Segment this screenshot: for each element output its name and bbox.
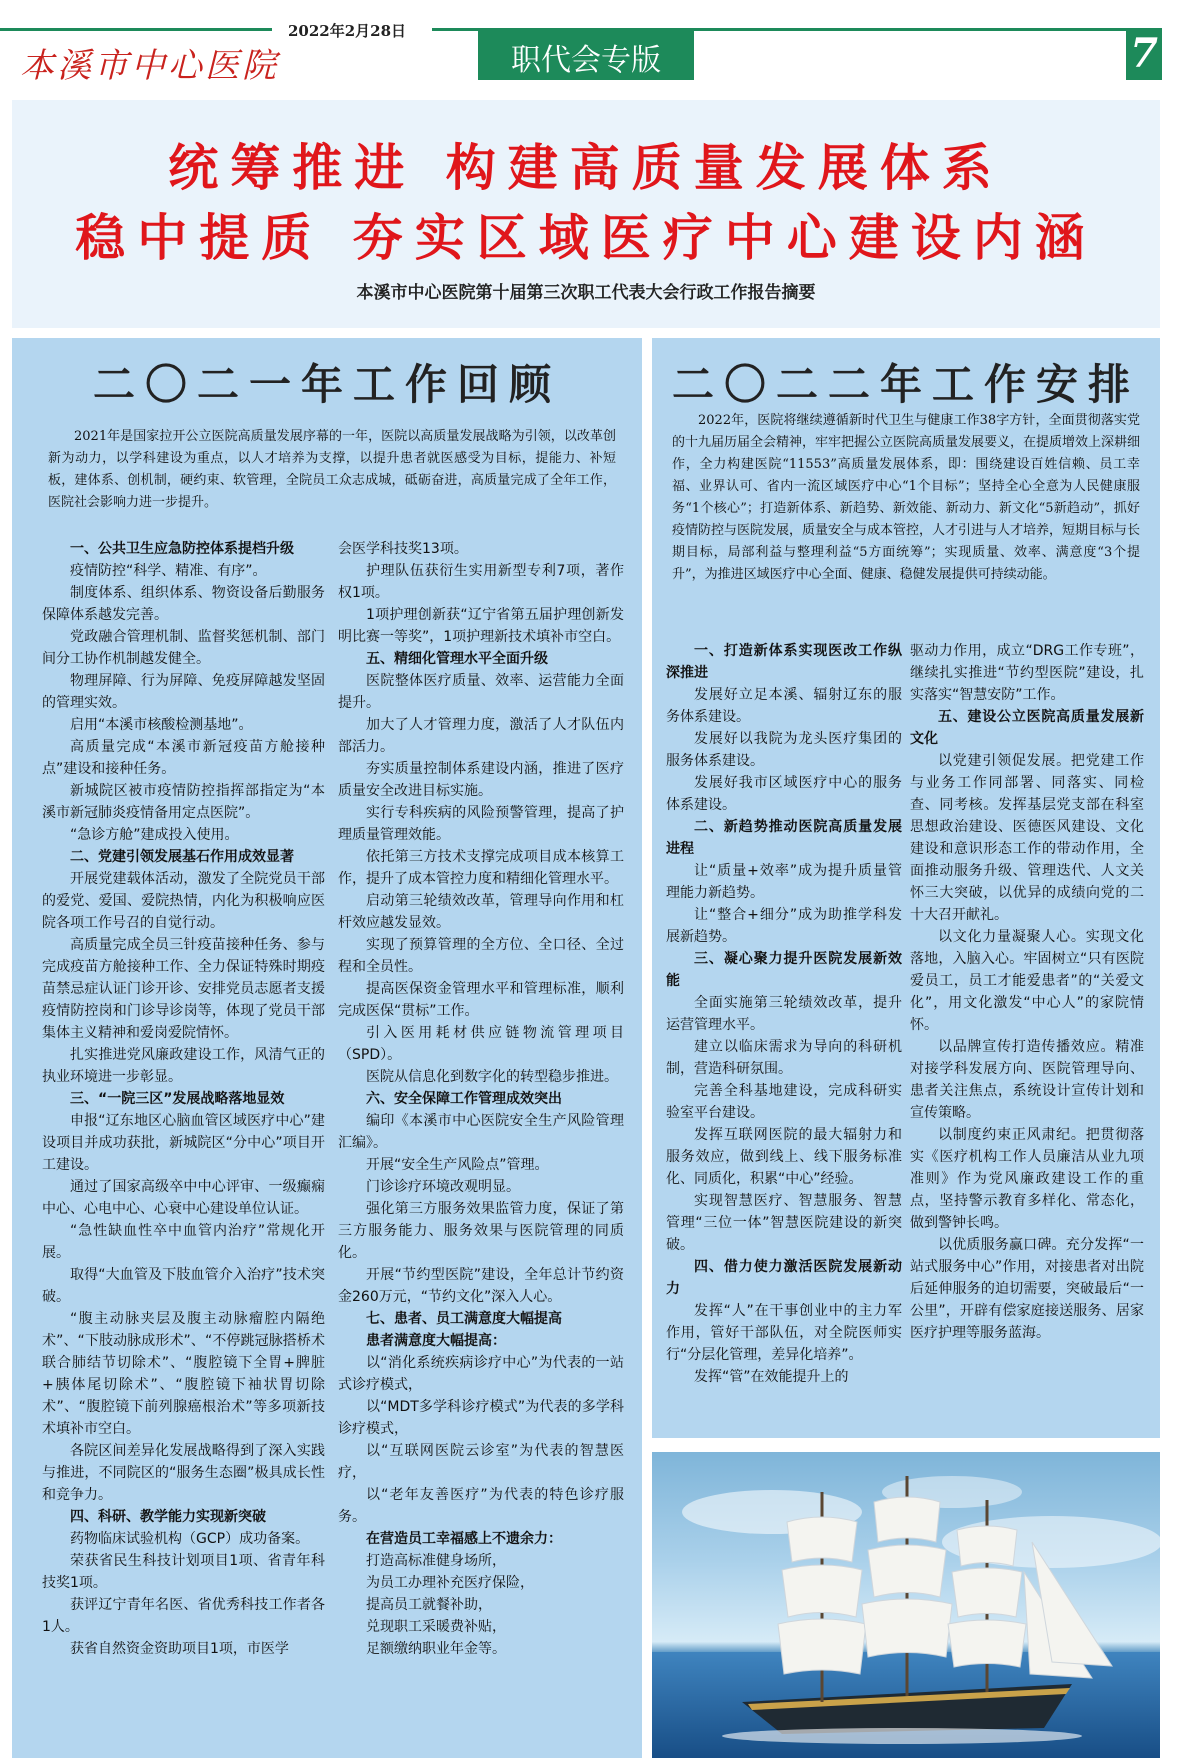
body-paragraph: 开展“安全生产风险点”管理。 [366, 1157, 549, 1173]
body-paragraph: 依托第三方技术支撑完成项目成本核算工作，提升了成本管控力度和精细化管理水平。 [338, 849, 624, 887]
body-paragraph: 党政融合管理机制、监督奖惩机制、部门间分工协作机制越发健全。 [42, 629, 325, 667]
sailing-ship-icon [652, 1452, 1160, 1758]
headline-subtitle: 本溪市中心医院第十届第三次职工代表大会行政工作报告摘要 [356, 283, 816, 303]
body-paragraph: 提高员工就餐补助， [366, 1597, 492, 1613]
section-heading: 二、党建引领发展基石作用成效显著 [70, 849, 294, 865]
body-paragraph: 加大了人才管理力度，激活了人才队伍内部活力。 [338, 717, 624, 755]
body-paragraph: 通过了国家高级卒中中心评审、一级癫痫中心、心电中心、心衰中心建设单位认证。 [42, 1179, 325, 1217]
sailing-ship-photo [652, 1452, 1160, 1758]
section-title: 职代会专版 [511, 43, 661, 78]
section-heading: 四、借力使力激活医院发展新动力 [666, 1259, 902, 1297]
body-paragraph: 申报“辽东地区心脑血管区域医疗中心”建设项目并成功获批，新城院区“分中心”项目开工建设。 [42, 1113, 325, 1173]
body-paragraph: 开展党建载体活动，激发了全院党员干部的爱党、爱国、爱院热情，内化为积极响应医院各项工作号召的自觉行动。 [42, 871, 325, 931]
body-paragraph: 为员工办理补充医疗保险， [366, 1575, 534, 1591]
body-paragraph: 制度体系、组织体系、物资设备后勤服务保障体系越发完善。 [42, 585, 325, 623]
section-heading: 五、精细化管理水平全面升级 [366, 651, 548, 667]
body-paragraph: 启用“本溪市核酸检测基地”。 [70, 717, 253, 733]
section-heading: 六、安全保障工作管理成效突出 [366, 1091, 562, 1107]
body-paragraph: 以党建引领促发展。把党建工作与业务工作同部署、同落实、同检查、同考核。发挥基层党支部在科室思想政治建设、医德医风建设、文化建设和意识形态工作的带动作用，全面推动服务升级、管理迭代、人文关怀三大突破，以优异的成绩向党的二十大召开献礼。 [910, 753, 1144, 923]
body-paragraph: 实现智慧医疗、智慧服务、智慧管理“三位一体”智慧医院建设的新突破。 [666, 1193, 902, 1253]
plan-2022-intro [672, 410, 1140, 586]
body-paragraph: 开展“节约型医院”建设，全年总计节约资金260万元，“节约文化”深入人心。 [338, 1267, 624, 1305]
body-paragraph: 编印《本溪市中心医院安全生产风险管理汇编》。 [338, 1113, 624, 1151]
body-paragraph: 以“老年友善医疗”为代表的特色诊疗服务。 [338, 1487, 624, 1525]
body-paragraph: 发挥互联网医院的最大辐射力和服务效应，做到线上、线下服务标准化、同质化，积累“中心”经验。 [666, 1127, 902, 1187]
body-paragraph: 打造高标准健身场所， [366, 1553, 506, 1569]
body-paragraph: 以文化力量凝聚人心。实现文化落地，入脑入心。牢固树立“只有医院爱员工，员工才能爱患者”的“关爱文化”，用文化激发“中心人”的家院情怀。 [910, 929, 1144, 1033]
section-heading: 七、患者、员工满意度大幅提高 [366, 1311, 562, 1327]
headline-block [12, 100, 1160, 328]
intro-paragraph: 2021年是国家拉开公立医院高质量发展序幕的一年，医院以高质量发展战略为引领，以改革创新为动力，以学科建设为重点，以人才培养为支撑，以提升患者就医感受为目标，提能力、补短板，建体系、创机制，硬约束、软管理，全院员工众志成城，砥砺奋进，高质量完成了全年工作，医院社会影响力进一步提升。 [48, 429, 616, 510]
body-paragraph: 取得“大血管及下肢血管介入治疗”技术突破。 [42, 1267, 325, 1305]
body-paragraph: 医院整体医疗质量、效率、运营能力全面提升。 [338, 673, 624, 711]
body-paragraph: “急性缺血性卒中血管内治疗”常规化开展。 [42, 1223, 325, 1261]
body-paragraph: 启动第三轮绩效改革，管理导向作用和杠杆效应越发显效。 [338, 893, 624, 931]
body-paragraph: 让“质量+效率”成为提升质量管理能力新趋势。 [666, 863, 902, 901]
body-paragraph: 高质量完成全员三针疫苗接种任务、参与完成疫苗方舱接种工作、全力保证特殊时期疫苗禁忌症认证门诊开诊、安排党员志愿者支援疫情防控岗和门诊导诊岗等，体现了党员干部集体主义精神和爱岗爱院情怀。 [42, 937, 325, 1041]
body-paragraph: 疫情防控“科学、精准、有序”。 [70, 563, 267, 579]
plan-column-2 [910, 640, 1144, 1344]
body-paragraph: 会医学科技奖13项。 [338, 541, 468, 557]
hospital-logo: 本溪市中心医院 [20, 46, 279, 86]
section-heading: 四、科研、教学能力实现新突破 [70, 1509, 266, 1525]
body-paragraph: 强化第三方服务效果监管力度，保证了第三方服务能力、服务效果与医院管理的同质化。 [338, 1201, 624, 1261]
body-paragraph: 获省自然资金资助项目1项，市医学 [70, 1641, 289, 1657]
section-heading: 在营造员工幸福感上不遗余力： [366, 1531, 562, 1547]
body-paragraph: 荣获省民生科技计划项目1项、省青年科技奖1项。 [42, 1553, 325, 1591]
body-paragraph: 发挥“管”在效能提升上的 [694, 1369, 849, 1385]
body-paragraph: 扎实推进党风廉政建设工作，风清气正的执业环境进一步彰显。 [42, 1047, 325, 1085]
body-paragraph: 以品牌宣传打造传播效应。精准对接学科发展方向、医院管理导向、患者关注焦点，系统设计宣传计划和宣传策略。 [910, 1039, 1144, 1121]
body-paragraph: 发挥“人”在干事创业中的主力军作用，管好干部队伍，对全院医师实行“分层化管理，差异化培养”。 [666, 1303, 902, 1363]
body-paragraph: 发展好立足本溪、辐射辽东的服务体系建设。 [666, 687, 902, 725]
review-2021-intro [48, 426, 616, 514]
body-paragraph: 以“消化系统疾病诊疗中心”为代表的一站式诊疗模式， [338, 1355, 624, 1393]
review-column-2 [338, 538, 624, 1660]
section-heading: 二、新趋势推动医院高质量发展进程 [666, 819, 902, 857]
section-heading: 一、打造新体系实现医改工作纵深推进 [666, 643, 902, 681]
section-band [478, 28, 694, 80]
issue-date: 2022年2月28日 [288, 22, 407, 40]
headline-line-2: 稳中提质 夯实区域医疗中心建设内涵 [75, 208, 1097, 267]
page-number: 7 [1126, 28, 1162, 80]
review-2021-panel [12, 338, 642, 1758]
body-paragraph: 高质量完成“本溪市新冠疫苗方舱接种点”建设和接种任务。 [42, 739, 325, 777]
body-paragraph: 门诊诊疗环境改观明显。 [366, 1179, 520, 1195]
body-paragraph: 兑现职工采暖费补贴， [366, 1619, 506, 1635]
review-2021-heading: 二〇二一年工作回顾 [92, 360, 561, 409]
body-paragraph: 全面实施第三轮绩效改革，提升运营管理水平。 [666, 995, 902, 1033]
section-heading: 三、凝心聚力提升医院发展新效能 [666, 951, 902, 989]
review-column-1 [42, 538, 325, 1660]
body-paragraph: 获评辽宁青年名医、省优秀科技工作者各1人。 [42, 1597, 325, 1635]
masthead-rule-left [0, 28, 272, 31]
body-paragraph: 引入医用耗材供应链物流管理项目（SPD）。 [338, 1025, 624, 1063]
body-paragraph: 实现了预算管理的全方位、全口径、全过程和全员性。 [338, 937, 624, 975]
section-heading: 三、“一院三区”发展战略落地显效 [70, 1091, 285, 1107]
body-paragraph: 护理队伍获衍生实用新型专利7项，著作权1项。 [338, 563, 624, 601]
body-paragraph: 以“互联网医院云诊室”为代表的智慧医疗， [338, 1443, 624, 1481]
headline-line-1: 统筹推进 构建高质量发展体系 [168, 138, 1004, 197]
body-paragraph: 发展好以我院为龙头医疗集团的服务体系建设。 [666, 731, 902, 769]
body-paragraph: “腹主动脉夹层及腹主动脉瘤腔内隔绝术”、“下肢动脉成形术”、“不停跳冠脉搭桥术联合肺结节切除术”、“腹腔镜下全胃+脾脏+胰体尾切除术”、“腹腔镜下袖状胃切除术”、“腹腔镜下前列腺癌根治术”等多项新技术填补市空白。 [42, 1311, 325, 1437]
section-heading: 患者满意度大幅提高： [366, 1333, 506, 1349]
body-paragraph: 以优质服务赢口碑。充分发挥“一站式服务中心”作用，对接患者对出院后延伸服务的迫切需要，突破最后“一公里”，开辟有偿家庭接送服务、居家医疗护理等服务蓝海。 [910, 1237, 1144, 1341]
body-paragraph: 完善全科基地建设，完成科研实验室平台建设。 [666, 1083, 902, 1121]
body-paragraph: 物理屏障、行为屏障、免疫屏障越发坚固的管理实效。 [42, 673, 325, 711]
plan-2022-heading: 二〇二二年工作安排 [671, 360, 1140, 409]
body-paragraph: 驱动力作用，成立“DRG工作专班”，继续扎实推进“节约型医院”建设，扎实落实“智慧安防”工作。 [910, 643, 1144, 703]
body-paragraph: 发展好我市区域医疗中心的服务体系建设。 [666, 775, 902, 813]
section-heading: 五、建设公立医院高质量发展新文化 [910, 709, 1144, 747]
section-heading: 一、公共卫生应急防控体系提档升级 [70, 541, 294, 557]
body-paragraph: 以制度约束正风肃纪。把贯彻落实《医疗机构工作人员廉洁从业九项准则》作为党风廉政建设工作的重点，坚持警示教育多样化、常态化，做到警钟长鸣。 [910, 1127, 1144, 1231]
body-paragraph: 建立以临床需求为导向的科研机制，营造科研氛围。 [666, 1039, 902, 1077]
body-paragraph: 让“整合+细分”成为助推学科发展新趋势。 [666, 907, 902, 945]
body-paragraph: 以“MDT多学科诊疗模式”为代表的多学科诊疗模式， [338, 1399, 624, 1437]
body-paragraph: 药物临床试验机构（GCP）成功备案。 [70, 1531, 310, 1547]
body-paragraph: 各院区间差异化发展战略得到了深入实践与推进，不同院区的“服务生态圈”极具成长性和竞争力。 [42, 1443, 325, 1503]
plan-2022-panel [652, 338, 1160, 1438]
body-paragraph: 提高医保资金管理水平和管理标准，顺利完成医保“贯标”工作。 [338, 981, 624, 1019]
masthead [0, 0, 1200, 96]
plan-column-1 [666, 640, 902, 1388]
body-paragraph: 1项护理创新获“辽宁省第五届护理创新发明比赛一等奖”，1项护理新技术填补市空白。 [338, 607, 624, 645]
body-paragraph: 夯实质量控制体系建设内涵，推进了医疗质量安全改进目标实施。 [338, 761, 624, 799]
body-paragraph: 足额缴纳职业年金等。 [366, 1641, 506, 1657]
body-paragraph: 新城院区被市疫情防控指挥部指定为“本溪市新冠肺炎疫情备用定点医院”。 [42, 783, 325, 821]
intro-paragraph: 2022年，医院将继续遵循新时代卫生与健康工作38字方针，全面贯彻落实党的十九届历届全会精神，牢牢把握公立医院高质量发展要义，在提质增效上深耕细作，全力构建医院“11553”高质量发展体系，即：围绕建设百姓信赖、员工幸福、业界认可、省内一流区域医疗中心“1个目标”；坚持全心全意为人民健康服务“1个核心”；打造新体系、新趋势、新效能、新动力、新文化“5新趋动”，抓好疫情防控与医院发展，质量安全与成本管控，人才引进与人才培养，短期目标与长期目标，局部利益与整理利益“5方面统筹”；实现质量、效率、满意度“3个提升”，为推进区域医疗中心全面、健康、稳健发展提供可持续动能。 [672, 413, 1141, 582]
body-paragraph: 实行专科疾病的风险预警管理，提高了护理质量管理效能。 [338, 805, 624, 843]
body-paragraph: “急诊方舱”建成投入使用。 [70, 827, 239, 843]
body-paragraph: 医院从信息化到数字化的转型稳步推进。 [366, 1069, 618, 1085]
